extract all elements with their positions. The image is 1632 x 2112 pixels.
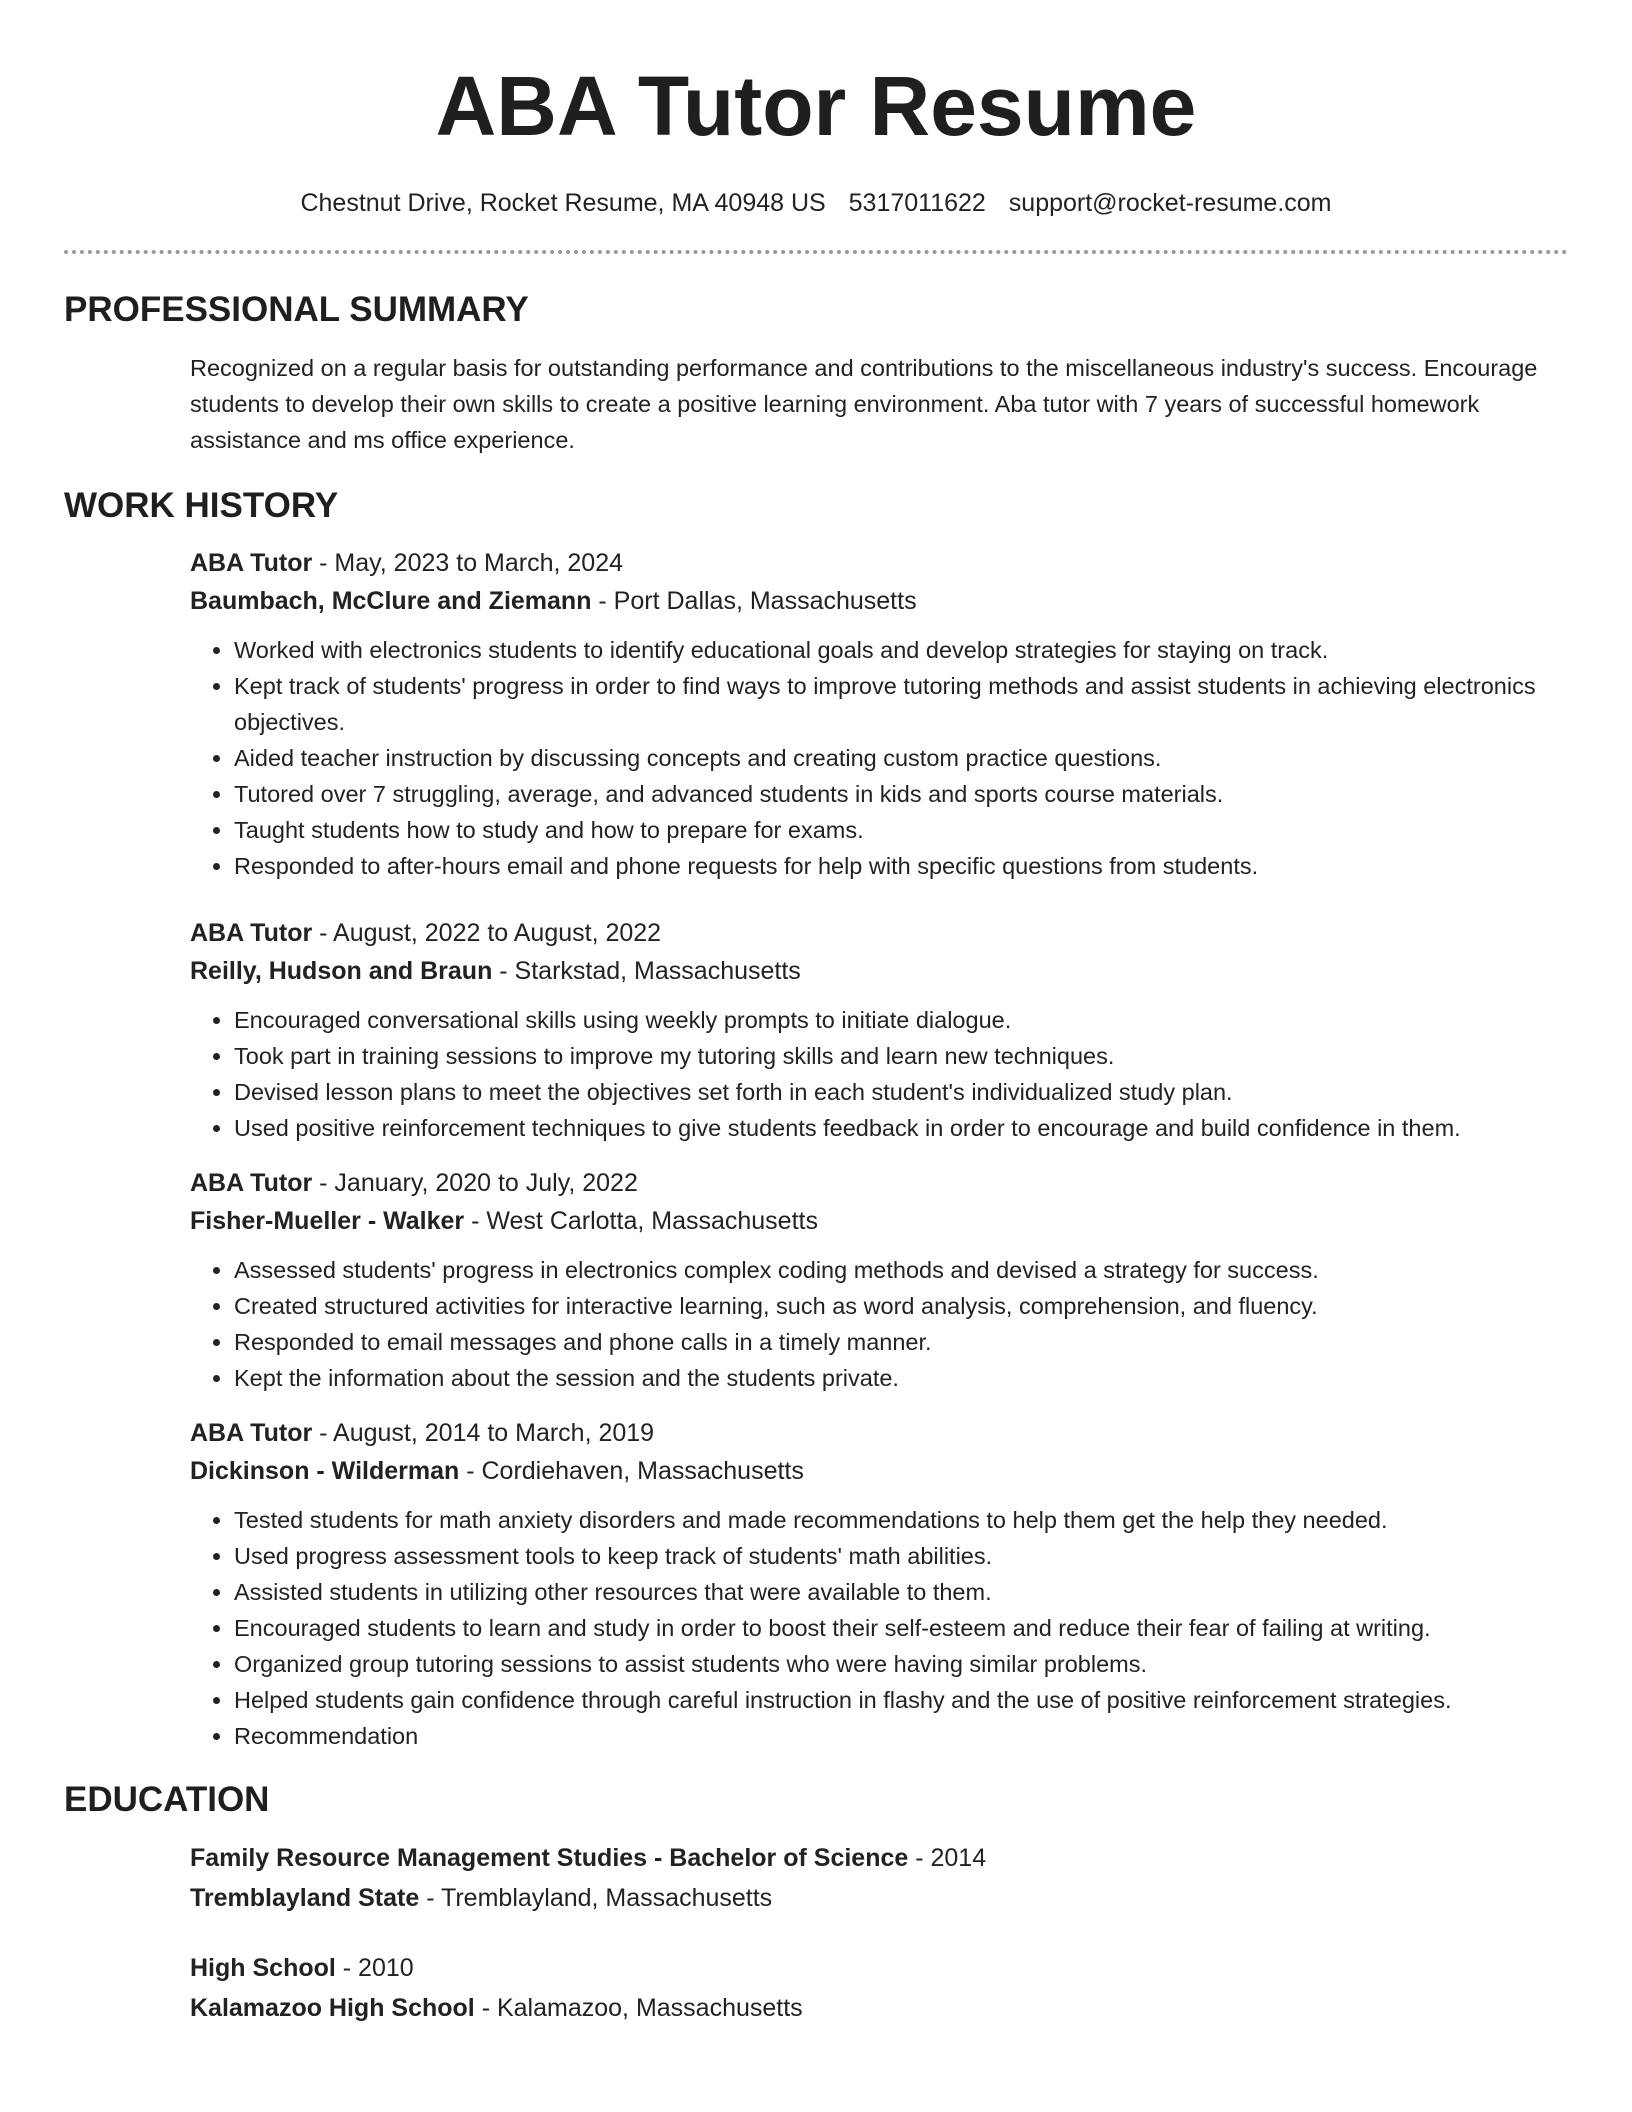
job-role: ABA Tutor	[190, 919, 313, 947]
contact-line	[64, 186, 1568, 220]
list-item: • Used positive reinforcement techniques to give students feedback in order to encourage and build confidence in them.	[234, 1110, 1568, 1146]
job-location: - Starkstad, Massachusetts	[492, 957, 801, 985]
list-item: • Assisted students in utilizing other resources that were available to them.	[234, 1574, 1568, 1610]
list-item: • Organized group tutoring sessions to assist students who were having similar problems.	[234, 1646, 1568, 1682]
education-year: - 2010	[335, 1954, 414, 1982]
list-item: • Recommendation	[234, 1718, 1568, 1754]
job-bullets	[190, 1002, 1568, 1146]
list-item: • Responded to email messages and phone calls in a timely manner.	[234, 1324, 1568, 1360]
education-location: - Tremblayland, Massachusetts	[419, 1884, 773, 1912]
job-bullets	[190, 1252, 1568, 1396]
job-bullets	[190, 632, 1568, 884]
job-role-line	[190, 544, 1568, 582]
education-degree: High School	[190, 1954, 336, 1982]
job-role: ABA Tutor	[190, 1169, 313, 1197]
job-company-line	[190, 582, 1568, 620]
education-degree-line	[190, 1838, 1568, 1878]
list-item: • Tested students for math anxiety disorders and made recommendations to help them get the help they needed.	[234, 1502, 1568, 1538]
education-school-line	[190, 1878, 1568, 1918]
resume-title: ABA Tutor Resume	[435, 59, 1197, 153]
job-dates: - August, 2022 to August, 2022	[312, 919, 662, 947]
list-item: • Responded to after-hours email and phone requests for help with specific questions from students.	[234, 848, 1568, 884]
list-item: • Created structured activities for interactive learning, such as word analysis, comprehension, and fluency.	[234, 1288, 1568, 1324]
contact-address: Chestnut Drive, Rocket Resume, MA 40948 US	[300, 189, 826, 217]
job-company-line	[190, 1202, 1568, 1240]
job-role-line	[190, 1164, 1568, 1202]
job-entry	[190, 1164, 1568, 1396]
job-role-line	[190, 1414, 1568, 1452]
section-title-summary: PROFESSIONAL SUMMARY	[64, 290, 529, 329]
job-role: ABA Tutor	[190, 1419, 313, 1447]
job-role: ABA Tutor	[190, 549, 313, 577]
job-entry	[190, 544, 1568, 884]
list-item: • Kept the information about the session and the students private.	[234, 1360, 1568, 1396]
job-location: - Port Dallas, Massachusetts	[591, 587, 917, 615]
job-company: Dickinson - Wilderman	[190, 1457, 460, 1485]
summary-text: Recognized on a regular basis for outstanding performance and contributions to the miscellaneous industry's success. Encourage students to develop their own skills to create a positive learning environment. Aba tutor with 7 years of successful homework assistance and ms office experience.	[190, 355, 1538, 453]
job-entry	[190, 914, 1568, 1146]
education-school: Tremblayland State	[190, 1884, 420, 1912]
education-location: - Kalamazoo, Massachusetts	[474, 1994, 803, 2022]
contact-phone: 5317011622	[848, 189, 986, 217]
list-item: • Worked with electronics students to identify educational goals and develop strategies for staying on track.	[234, 632, 1568, 668]
section-title-work-history: WORK HISTORY	[64, 486, 339, 525]
education-school: Kalamazoo High School	[190, 1994, 475, 2022]
list-item: • Aided teacher instruction by discussing concepts and creating custom practice questions.	[234, 740, 1568, 776]
job-company: Reilly, Hudson and Braun	[190, 957, 493, 985]
list-item: • Tutored over 7 struggling, average, and advanced students in kids and sports course materials.	[234, 776, 1568, 812]
education-section	[64, 1778, 1568, 2028]
list-item: • Assessed students' progress in electronics complex coding methods and devised a strategy for success.	[234, 1252, 1568, 1288]
job-company-line	[190, 952, 1568, 990]
education-degree-line	[190, 1948, 1568, 1988]
education-year: - 2014	[908, 1844, 987, 1872]
job-company: Fisher-Mueller - Walker	[190, 1207, 465, 1235]
list-item: • Kept track of students' progress in order to find ways to improve tutoring methods and assist students in achieving electronics objectives.	[234, 668, 1568, 740]
job-location: - Cordiehaven, Massachusetts	[459, 1457, 804, 1485]
list-item: • Helped students gain confidence through careful instruction in flashy and the use of positive reinforcement strategies.	[234, 1682, 1568, 1718]
summary-section	[64, 288, 1568, 458]
job-entry	[190, 1414, 1568, 1754]
education-entry	[190, 1948, 1568, 2028]
job-dates: - August, 2014 to March, 2019	[312, 1419, 655, 1447]
list-item: • Used progress assessment tools to keep track of students' math abilities.	[234, 1538, 1568, 1574]
section-title-education: EDUCATION	[64, 1780, 270, 1819]
list-item: • Encouraged students to learn and study in order to boost their self-esteem and reduce their fear of failing at writing.	[234, 1610, 1568, 1646]
job-role-line	[190, 914, 1568, 952]
work-history-section	[64, 484, 1568, 1754]
job-dates: - May, 2023 to March, 2024	[312, 549, 624, 577]
education-entry	[190, 1838, 1568, 1918]
job-company-line	[190, 1452, 1568, 1490]
header-divider	[64, 250, 1568, 254]
list-item: • Devised lesson plans to meet the objectives set forth in each student's individualized study plan.	[234, 1074, 1568, 1110]
education-degree: Family Resource Management Studies - Bachelor of Science	[190, 1844, 909, 1872]
job-dates: - January, 2020 to July, 2022	[312, 1169, 638, 1197]
list-item: • Took part in training sessions to improve my tutoring skills and learn new techniques.	[234, 1038, 1568, 1074]
education-school-line	[190, 1988, 1568, 2028]
list-item: • Taught students how to study and how to prepare for exams.	[234, 812, 1568, 848]
job-bullets	[190, 1502, 1568, 1754]
job-company: Baumbach, McClure and Ziemann	[190, 587, 592, 615]
list-item: • Encouraged conversational skills using weekly prompts to initiate dialogue.	[234, 1002, 1568, 1038]
job-location: - West Carlotta, Massachusetts	[464, 1207, 818, 1235]
contact-email: support@rocket-resume.com	[1008, 189, 1332, 217]
